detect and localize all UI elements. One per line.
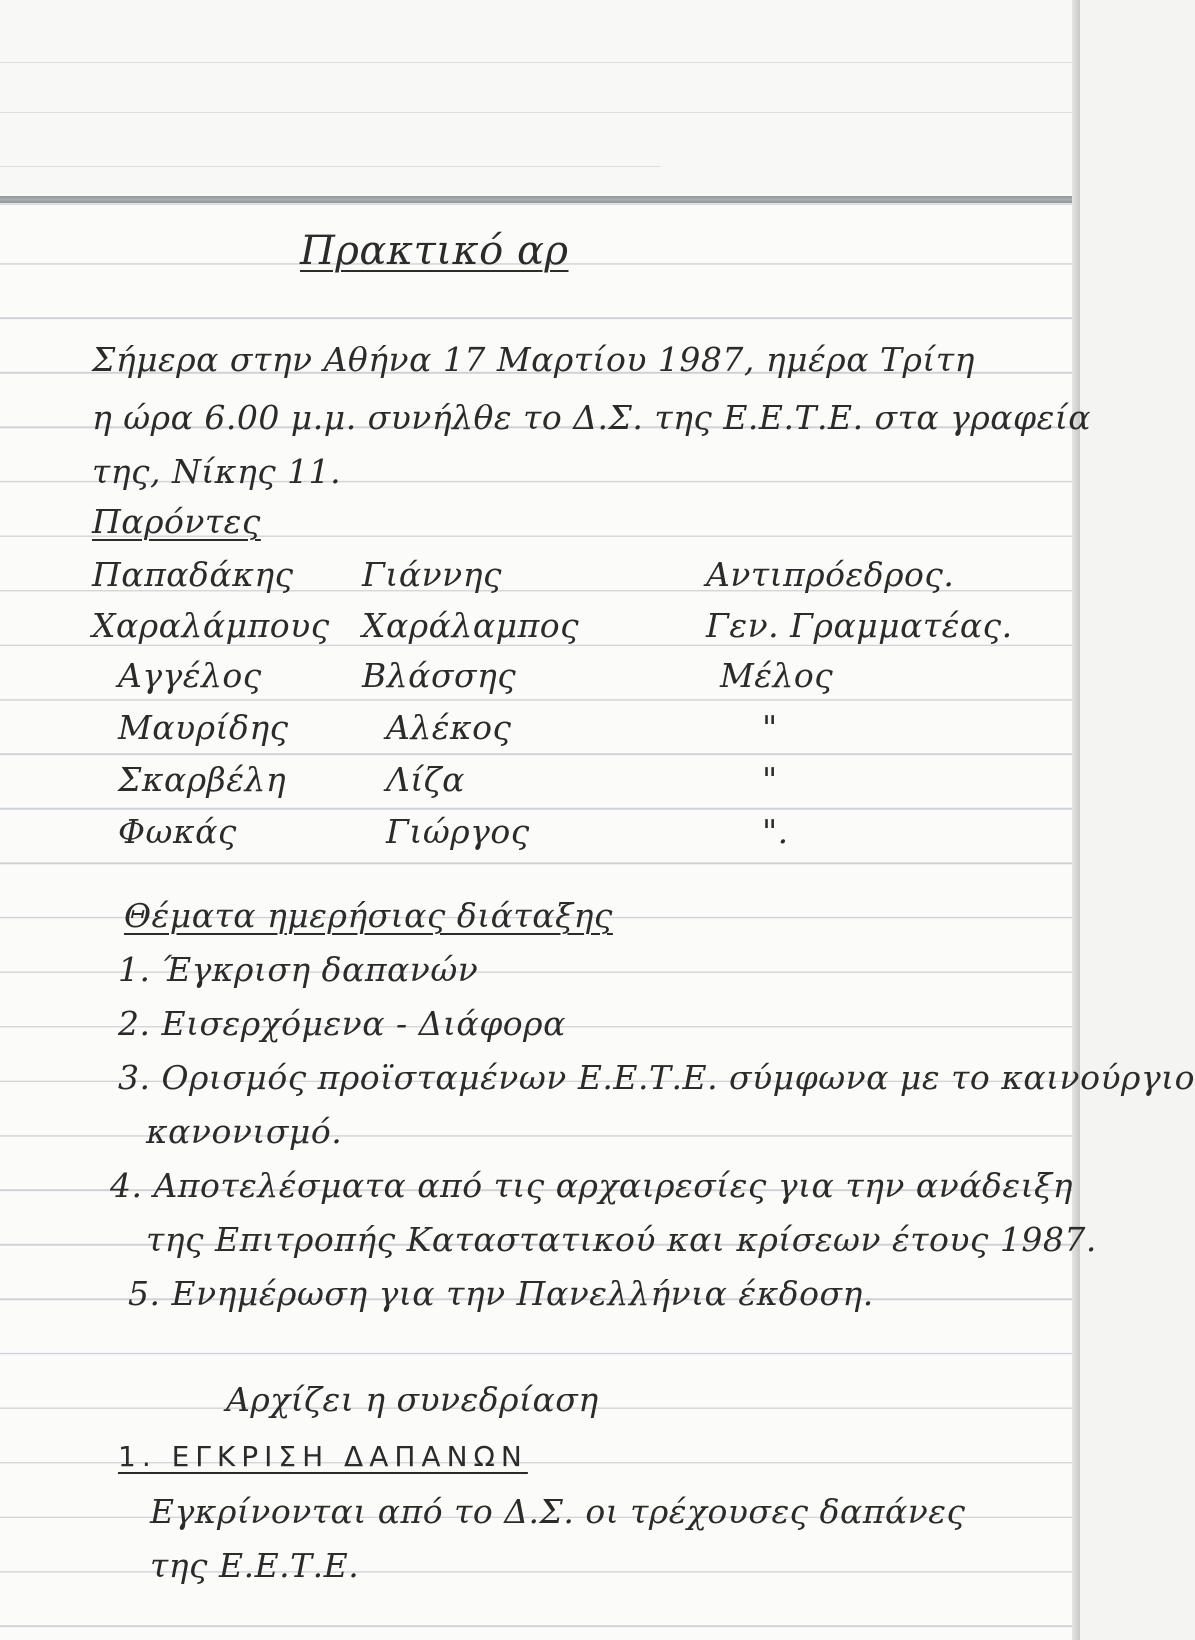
member-surname: Σκαρβέλη — [118, 760, 287, 799]
agenda-item-continued: της Επιτροπής Καταστατικού και κρίσεων έτους 1987. — [146, 1220, 1097, 1259]
faint-rule — [0, 62, 1080, 63]
agenda-item: 5. Ενημέρωση για την Πανελλήνια έκδοση. — [128, 1274, 874, 1313]
member-name: Γιάννης — [362, 555, 502, 594]
document-title: Πρακτικό αρ — [300, 228, 569, 274]
member-role: " — [762, 760, 778, 799]
section-body-line: της Ε.Ε.Τ.Ε. — [150, 1546, 360, 1585]
intro-line: Σήμερα στην Αθήνα 17 Μαρτίου 1987, ημέρα Τρίτη — [92, 340, 975, 379]
agenda-item-continued: κανονισμό. — [146, 1112, 343, 1151]
member-surname: Μαυρίδης — [118, 708, 289, 747]
member-role: " — [762, 708, 778, 747]
member-name: Βλάσσης — [362, 656, 517, 695]
member-surname: Παπαδάκης — [92, 555, 294, 594]
member-role: ". — [762, 812, 789, 851]
member-surname: Φωκάς — [118, 812, 237, 851]
intro-line: η ώρα 6.00 μ.μ. συνήλθε το Δ.Σ. της Ε.Ε.Τ.Ε. στα γραφεία — [92, 398, 1092, 437]
member-role: Γεν. Γραμματέας. — [706, 606, 1013, 645]
faint-rule — [0, 112, 1080, 113]
heavy-rule — [0, 196, 1080, 203]
agenda-heading: Θέματα ημερήσιας διάταξης — [124, 896, 613, 935]
agenda-item: 4. Αποτελέσματα από τις αρχαιρεσίες για την ανάδειξη — [110, 1166, 1074, 1205]
section-heading: 1. ΕΓΚΡΙΣΗ ΔΑΠΑΝΩΝ — [118, 1440, 528, 1473]
member-role: Αντιπρόεδρος. — [706, 555, 955, 594]
member-surname: Χαραλάμπους — [92, 606, 330, 645]
member-name: Χαράλαμπος — [362, 606, 580, 645]
agenda-item: 1. Έγκριση δαπανών — [118, 950, 479, 989]
agenda-item: 2. Εισερχόμενα - Διάφορα — [118, 1004, 566, 1043]
member-name: Λίζα — [386, 760, 465, 799]
intro-line: της, Νίκης 11. — [92, 452, 342, 491]
member-surname: Αγγέλος — [118, 656, 262, 695]
member-role: Μέλος — [720, 656, 834, 695]
member-name: Γιώργος — [386, 812, 530, 851]
session-start: Αρχίζει η συνεδρίαση — [226, 1380, 599, 1419]
member-name: Αλέκος — [386, 708, 512, 747]
faint-rule — [0, 166, 660, 167]
section-body-line: Εγκρίνονται από το Δ.Σ. οι τρέχουσες δαπάνες — [150, 1492, 966, 1531]
present-heading: Παρόντες — [92, 502, 261, 541]
page-edge — [1072, 0, 1080, 1640]
agenda-item: 3. Ορισμός προϊσταμένων Ε.Ε.Τ.Ε. σύμφωνα με το καινούργιο — [118, 1058, 1195, 1097]
